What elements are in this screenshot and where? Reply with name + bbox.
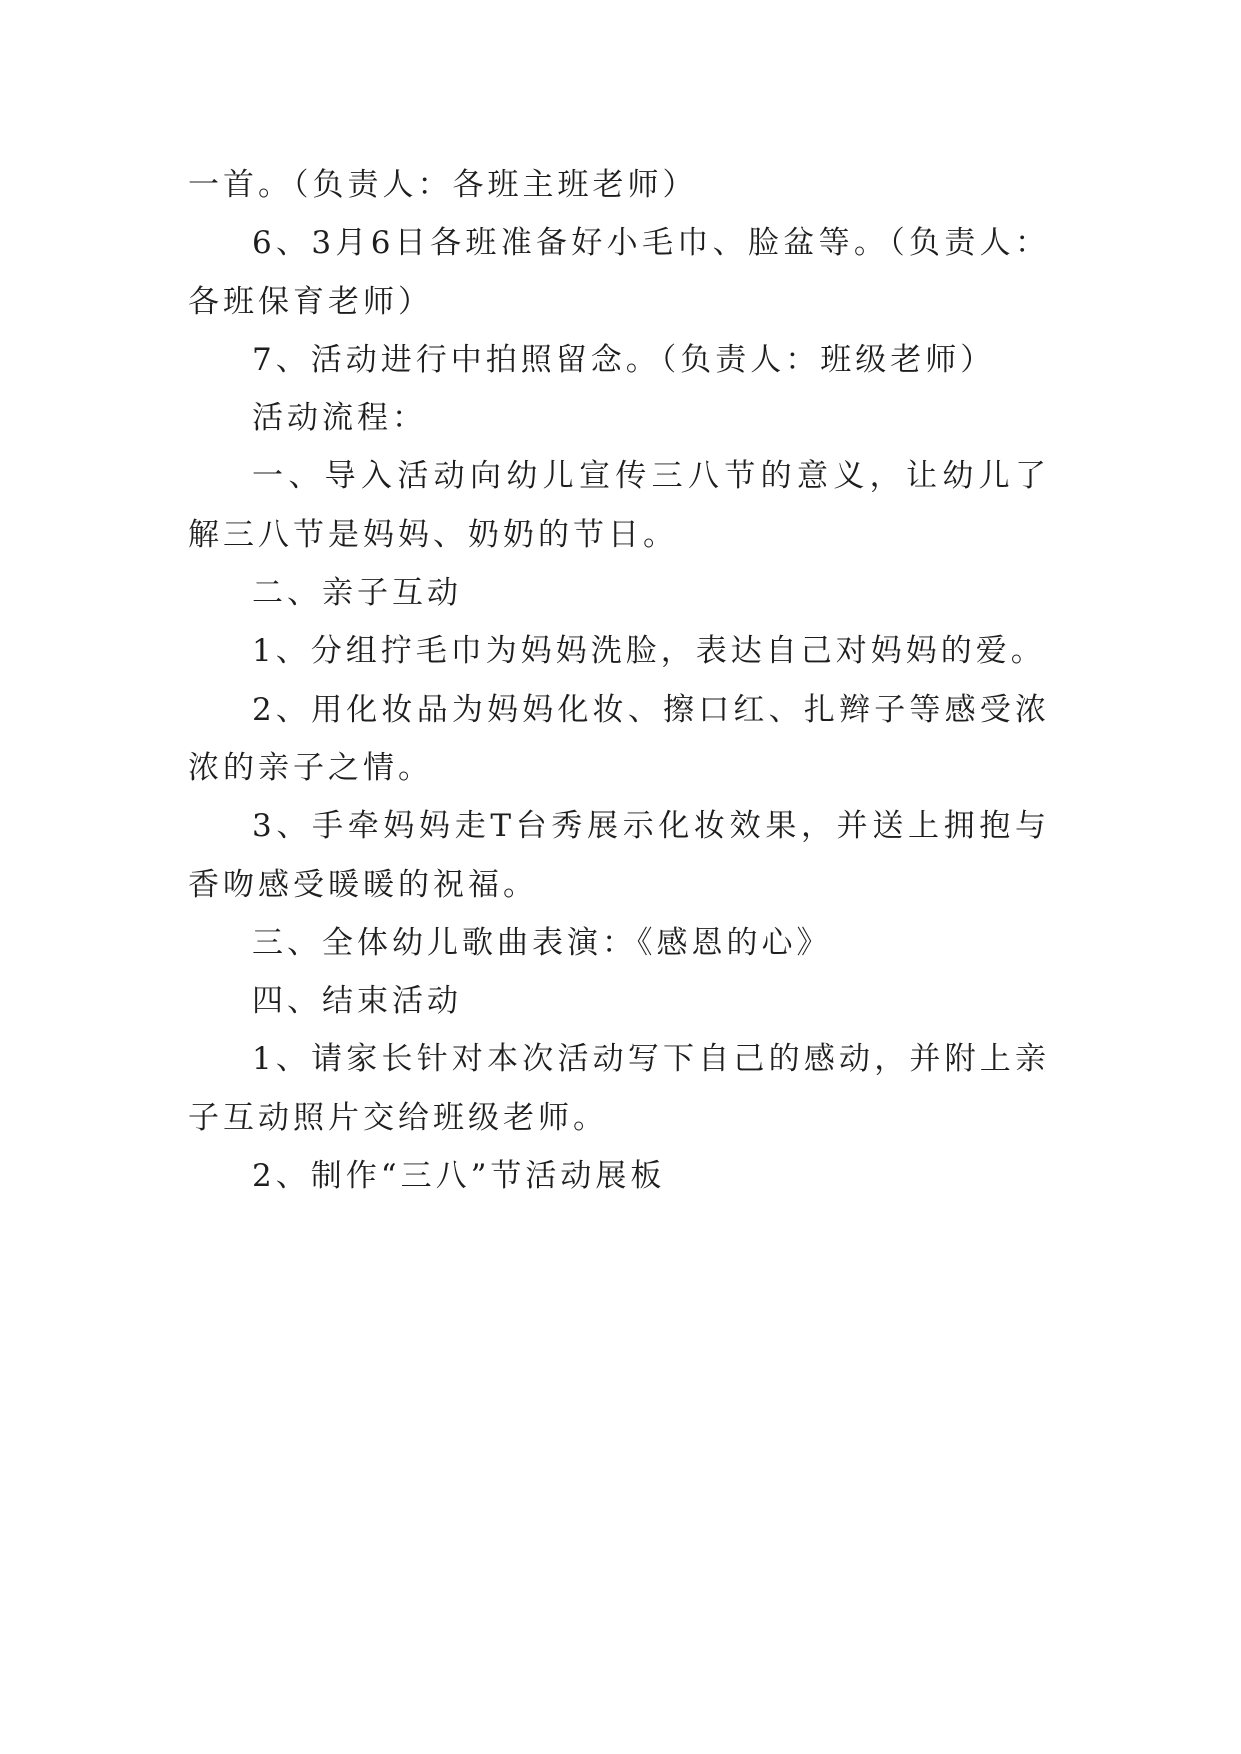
- paragraph-step-4: 四、结束活动: [252, 983, 462, 1020]
- paragraph-substep-4-1: 1、请家长针对本次活动写下自己的感动，并附上亲子互动照片交给班级老师。: [188, 1041, 1050, 1136]
- paragraph-item-7: 7、活动进行中拍照留念。（负责人：班级老师）: [252, 341, 996, 378]
- paragraph-step-3: 三、全体幼儿歌曲表演：《感恩的心》: [252, 924, 832, 961]
- paragraph-continuation: 一首。（负责人：各班主班老师）: [188, 167, 698, 203]
- paragraph-substep-4-2: 2、制作“三八”节活动展板: [252, 1158, 666, 1195]
- document-body: [188, 156, 1050, 1205]
- paragraph-step-1: 一、导入活动向幼儿宣传三八节的意义，让幼儿了解三八节是妈妈、奶奶的节日。: [188, 458, 1050, 553]
- paragraph-substep-2-3: 3、手牵妈妈走T台秀展示化妆效果，并送上拥抱与香吻感受暖暖的祝福。: [188, 808, 1050, 903]
- paragraph-step-2: 二、亲子互动: [252, 575, 462, 612]
- paragraph-substep-2-1: 1、分组拧毛巾为妈妈洗脸，表达自己对妈妈的爱。: [252, 633, 1046, 670]
- section-heading-process: 活动流程：: [252, 400, 427, 437]
- paragraph-item-6: 6、3月6日各班准备好小毛巾、脸盆等。（负责人：各班保育老师）: [188, 225, 1050, 320]
- paragraph-substep-2-2: 2、用化妆品为妈妈化妆、擦口红、扎辫子等感受浓浓的亲子之情。: [188, 691, 1050, 786]
